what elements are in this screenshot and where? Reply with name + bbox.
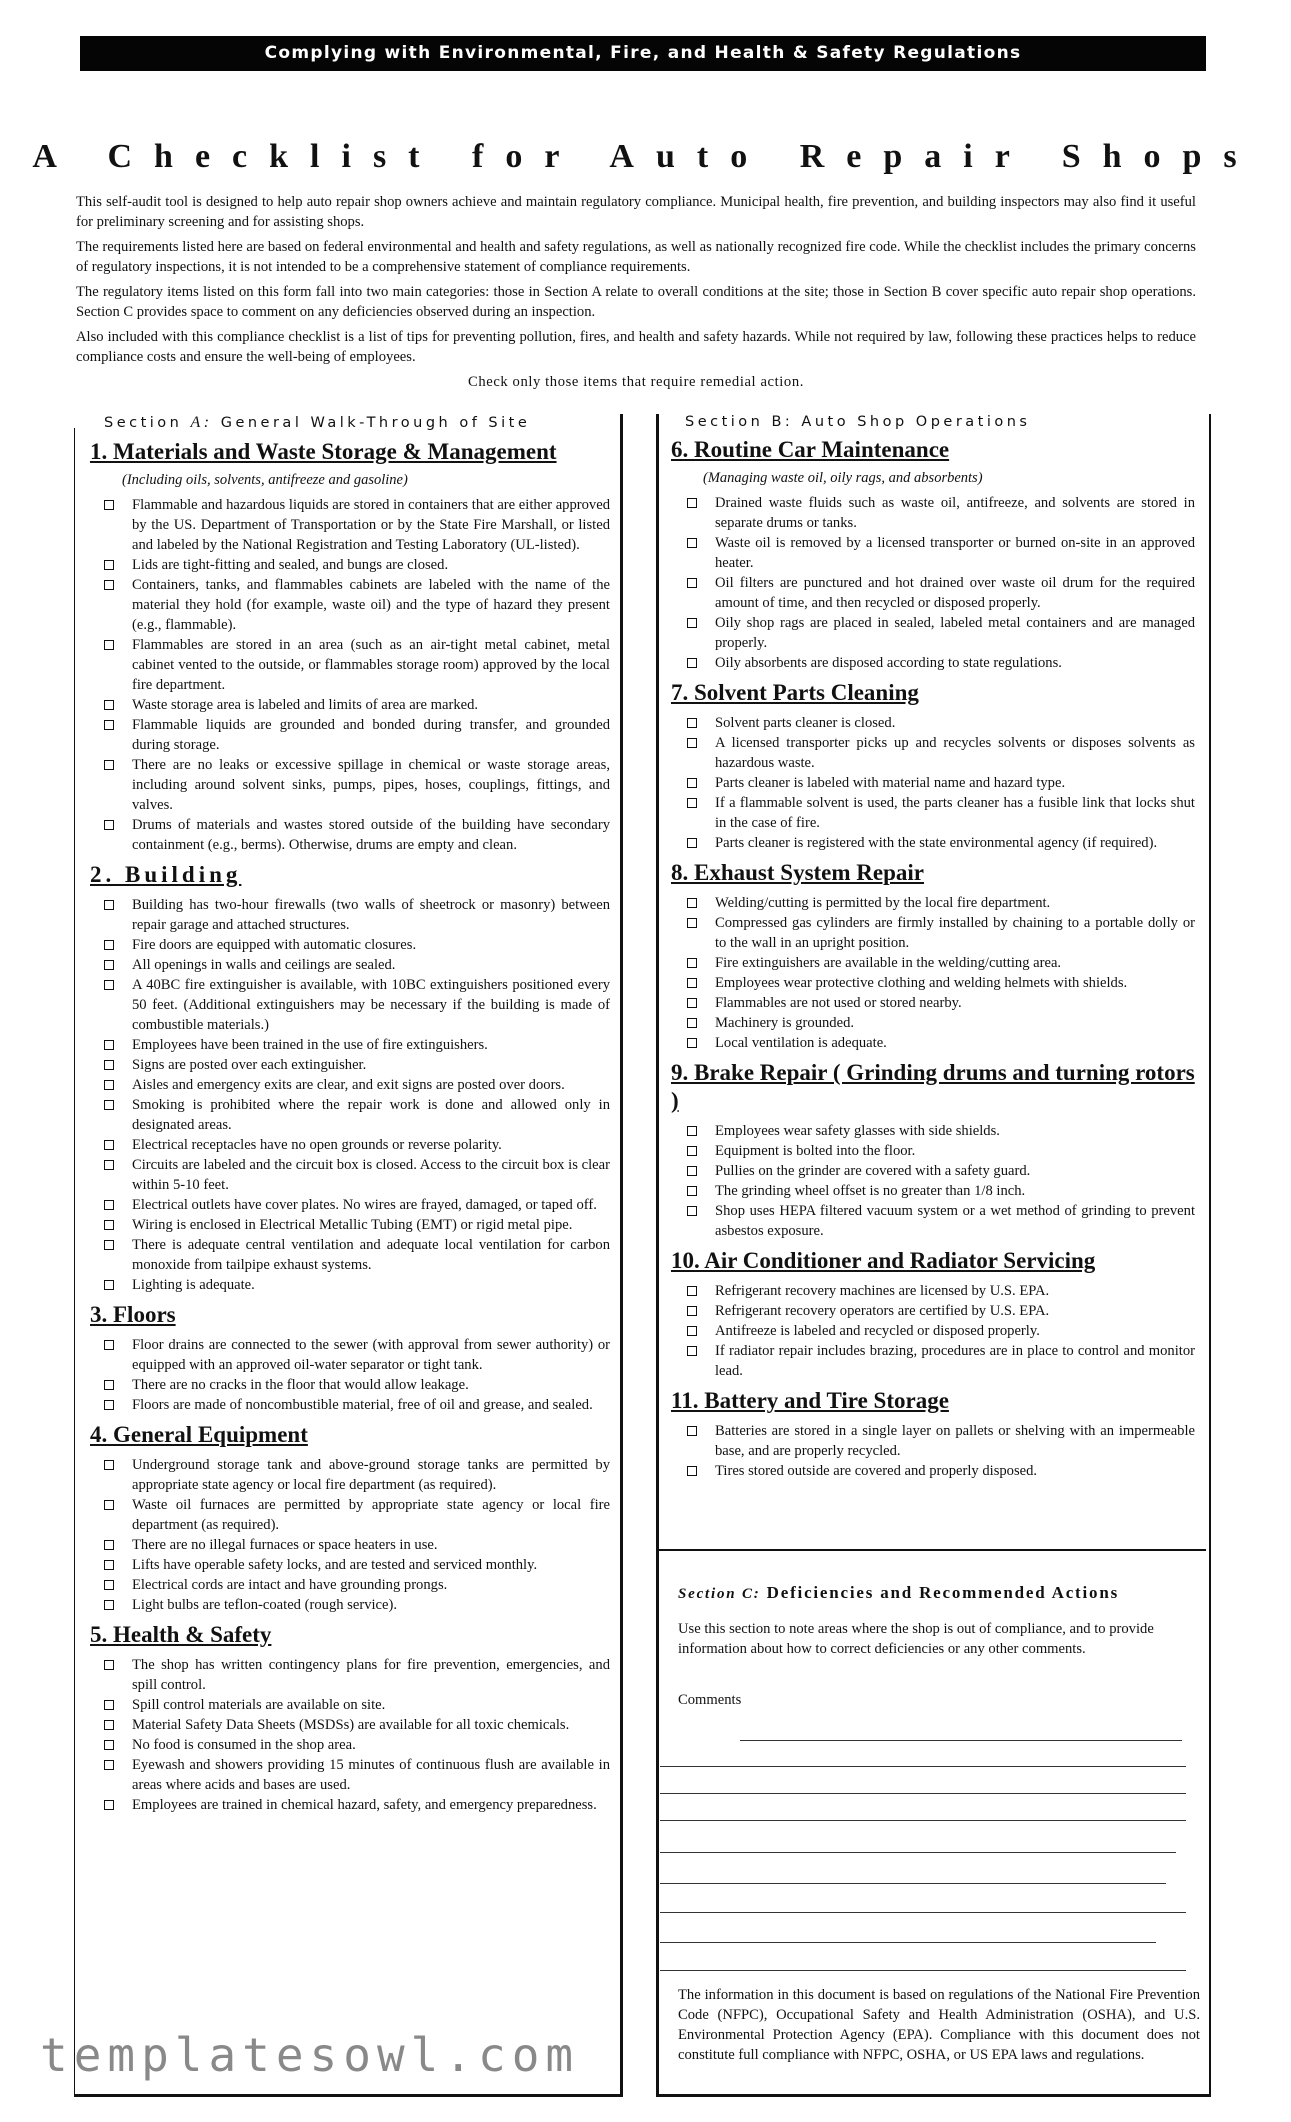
checklist-item-text: A 40BC fire extinguisher is available, with 10BC extinguishers positioned every 50 feet. (Additional extinguishers may be necessary if the building is made of combustible materials.) bbox=[132, 977, 610, 1033]
checkbox[interactable] bbox=[104, 1700, 114, 1710]
checkbox[interactable] bbox=[687, 618, 697, 628]
checklist-item-text: Solvent parts cleaner is closed. bbox=[715, 715, 896, 731]
checklist-item-text: Containers, tanks, and flammables cabinets are labeled with the name of the material they hold (for example, waste oil) and the type of hazard they present (e.g., flammable). bbox=[132, 577, 610, 633]
checklist-item-text: Oily absorbents are disposed according to state regulations. bbox=[715, 655, 1062, 671]
checklist-item bbox=[88, 1075, 610, 1095]
checkbox[interactable] bbox=[104, 1280, 114, 1290]
checkbox[interactable] bbox=[104, 960, 114, 970]
checkbox[interactable] bbox=[104, 760, 114, 770]
checkbox[interactable] bbox=[104, 1720, 114, 1730]
checklist-item-text: Oily shop rags are placed in sealed, labeled metal containers and are managed properly. bbox=[715, 615, 1195, 651]
checklist-item-text: Tires stored outside are covered and properly disposed. bbox=[715, 1463, 1038, 1479]
intro-paragraph: The requirements listed here are based on federal environmental and health and safety regulations, as well as nationally recognized fire code. While the checklist includes the primary concerns of regulatory inspections, it is not intended to be a comprehensive statement of compliance requirements. bbox=[76, 239, 1196, 275]
checkbox[interactable] bbox=[687, 1286, 697, 1296]
checklist-item-text: Employees have been trained in the use of fire extinguishers. bbox=[132, 1037, 488, 1053]
section-a-prefix: Section bbox=[104, 415, 183, 431]
checkbox[interactable] bbox=[687, 898, 697, 908]
checkbox[interactable] bbox=[687, 1466, 697, 1476]
comment-line[interactable] bbox=[660, 1942, 1156, 1943]
checklist-item bbox=[669, 653, 1195, 673]
checkbox[interactable] bbox=[104, 640, 114, 650]
checklist-item-text: Flammables are stored in an area (such as an air-tight metal cabinet, metal cabinet vented to the outside, or flammables storage room) approved by the local fire department. bbox=[132, 637, 610, 693]
checklist-item bbox=[669, 1301, 1195, 1321]
checklist-item-text: Eyewash and showers providing 15 minutes of continuous flush are available in areas where acids and bases are used. bbox=[132, 1757, 610, 1793]
section-a-letter: A: bbox=[190, 414, 213, 431]
checkbox[interactable] bbox=[104, 580, 114, 590]
checkbox[interactable] bbox=[104, 1220, 114, 1230]
section-b-column bbox=[656, 414, 1211, 2097]
checklist-item-text: Employees are trained in chemical hazard, safety, and emergency preparedness. bbox=[132, 1797, 597, 1813]
checklist-item-text: Equipment is bolted into the floor. bbox=[715, 1143, 916, 1159]
checklist-item-text: Lifts have operable safety locks, and are tested and serviced monthly. bbox=[132, 1557, 538, 1573]
checkbox[interactable] bbox=[687, 1166, 697, 1176]
comment-line[interactable] bbox=[660, 1793, 1186, 1794]
checklist-item bbox=[669, 613, 1195, 653]
checklist-item-text: Floor drains are connected to the sewer (with approval from sewer authority) or equipped with an approved oil-water separator or tight tank. bbox=[132, 1337, 610, 1373]
checklist-item bbox=[88, 1395, 610, 1415]
checklist-item-text: Employees wear protective clothing and welding helmets with shields. bbox=[715, 975, 1128, 991]
group-heading: 6. Routine Car Maintenance bbox=[671, 437, 950, 462]
checklist-item bbox=[88, 1035, 610, 1055]
section-b-label: Section B: Auto Shop Operations bbox=[685, 414, 1031, 430]
group-heading: 3. Floors bbox=[90, 1302, 176, 1327]
checklist-item-text: No food is consumed in the shop area. bbox=[132, 1737, 356, 1753]
checklist-item-text: Electrical cords are intact and have grounding prongs. bbox=[132, 1577, 448, 1593]
checklist-item bbox=[669, 833, 1195, 853]
footnote: The information in this document is based on regulations of the National Fire Prevention Code (NFPC), Occupational Safety and Health Administration (OSHA), and U.S. Environmental Protection Agency (EPA). Compliance with this document does not constitute full compliance with NFPC, OSHA, or US EPA laws and regulations. bbox=[678, 1987, 1200, 2063]
checklist-item-text: Smoking is prohibited where the repair work is done and allowed only in designated areas. bbox=[132, 1097, 610, 1133]
checklist-item bbox=[669, 1321, 1195, 1341]
checkbox[interactable] bbox=[104, 900, 114, 910]
checkbox[interactable] bbox=[104, 720, 114, 730]
checklist-item bbox=[88, 1715, 610, 1735]
checkbox[interactable] bbox=[687, 998, 697, 1008]
checkbox[interactable] bbox=[104, 700, 114, 710]
checklist-item-text: Drums of materials and wastes stored outside of the building have secondary containment (e.g., berms). Otherwise, drums are empty and clean. bbox=[132, 817, 610, 853]
checkbox[interactable] bbox=[104, 1380, 114, 1390]
checkbox[interactable] bbox=[687, 798, 697, 808]
comment-line[interactable] bbox=[660, 1820, 1186, 1821]
checklist-item-text: Circuits are labeled and the circuit box is closed. Access to the circuit box is clear within 5-10 feet. bbox=[132, 1157, 610, 1193]
checkbox[interactable] bbox=[687, 1146, 697, 1156]
checklist-item bbox=[88, 895, 610, 935]
checkbox[interactable] bbox=[104, 820, 114, 830]
checklist-item bbox=[669, 793, 1195, 833]
checklist-item bbox=[88, 1755, 610, 1795]
section-c-prefix: Section C: bbox=[678, 1586, 761, 1602]
checklist-item-text: There are no leaks or excessive spillage in chemical or waste storage areas, including around solvent sinks, pumps, pipes, hoses, couplings, fittings, and valves. bbox=[132, 757, 610, 813]
checklist-item bbox=[88, 1555, 610, 1575]
checklist-item bbox=[669, 1461, 1195, 1481]
checkbox[interactable] bbox=[104, 1340, 114, 1350]
checklist-item bbox=[669, 1341, 1195, 1381]
checklist-item-text: If a flammable solvent is used, the parts cleaner has a fusible link that locks shut in the case of fire. bbox=[715, 795, 1195, 831]
checklist-item-text: The shop has written contingency plans for fire prevention, emergencies, and spill control. bbox=[132, 1657, 610, 1693]
checklist-item bbox=[669, 1281, 1195, 1301]
checkbox[interactable] bbox=[104, 1560, 114, 1570]
checkbox[interactable] bbox=[104, 1240, 114, 1250]
checkbox[interactable] bbox=[104, 1100, 114, 1110]
checklist-item bbox=[669, 713, 1195, 733]
checklist-item bbox=[669, 573, 1195, 613]
checklist-item-text: Refrigerant recovery operators are certified by U.S. EPA. bbox=[715, 1303, 1050, 1319]
checkbox[interactable] bbox=[687, 978, 697, 988]
checklist-item-text: Fire doors are equipped with automatic closures. bbox=[132, 937, 417, 953]
checkbox[interactable] bbox=[104, 1660, 114, 1670]
checklist-item-text: Aisles and emergency exits are clear, and exit signs are posted over doors. bbox=[132, 1077, 565, 1093]
checklist-item-text: Antifreeze is labeled and recycled or disposed properly. bbox=[715, 1323, 1040, 1339]
checklist-item bbox=[88, 1335, 610, 1375]
checklist-item bbox=[88, 755, 610, 815]
checklist-item-text: Flammables are not used or stored nearby. bbox=[715, 995, 962, 1011]
checklist-item bbox=[669, 973, 1195, 993]
checklist-item bbox=[88, 935, 610, 955]
checklist-item-text: Refrigerant recovery machines are licensed by U.S. EPA. bbox=[715, 1283, 1050, 1299]
checkbox[interactable] bbox=[104, 1760, 114, 1770]
group-heading: 1. Materials and Waste Storage & Management bbox=[90, 439, 557, 464]
checklist-item bbox=[88, 815, 610, 855]
checklist-item bbox=[669, 993, 1195, 1013]
group-heading: 2. Building bbox=[90, 862, 242, 887]
checkbox[interactable] bbox=[687, 1346, 697, 1356]
group-heading: 4. General Equipment bbox=[90, 1422, 308, 1447]
checklist-item bbox=[88, 1195, 610, 1215]
checklist-item bbox=[88, 1495, 610, 1535]
checkbox[interactable] bbox=[104, 1580, 114, 1590]
checklist-item-text: Floors are made of noncombustible material, free of oil and grease, and sealed. bbox=[132, 1397, 593, 1413]
checklist-item bbox=[88, 975, 610, 1035]
checklist-item bbox=[88, 1655, 610, 1695]
checkbox[interactable] bbox=[104, 940, 114, 950]
checklist-item-text: Light bulbs are teflon-coated (rough service). bbox=[132, 1597, 398, 1613]
checklist-item-text: Waste oil furnaces are permitted by appropriate state agency or local fire department (as required). bbox=[132, 1497, 610, 1533]
instruction-text: Check only those items that require remedial action. bbox=[468, 374, 804, 390]
checklist-item-text: If radiator repair includes brazing, procedures are in place to control and monitor lead. bbox=[715, 1343, 1195, 1379]
checklist bbox=[669, 713, 1195, 853]
checkbox[interactable] bbox=[687, 1306, 697, 1316]
checklist bbox=[88, 895, 610, 1295]
checklist-item bbox=[669, 1181, 1195, 1201]
checklist-item-text: Underground storage tank and above-ground storage tanks are permitted by appropriate state agency or local fire department (as required). bbox=[132, 1457, 610, 1493]
group-heading: 11. Battery and Tire Storage bbox=[671, 1388, 949, 1413]
checklist-item bbox=[88, 695, 610, 715]
checklist-item bbox=[669, 1161, 1195, 1181]
checklist-item bbox=[669, 953, 1195, 973]
checklist-item-text: Flammable liquids are grounded and bonded during transfer, and grounded during storage. bbox=[132, 717, 610, 753]
checkbox[interactable] bbox=[104, 1080, 114, 1090]
checklist-item-text: Lighting is adequate. bbox=[132, 1277, 255, 1293]
group-heading: 10. Air Conditioner and Radiator Servicing bbox=[671, 1248, 1096, 1273]
checkbox[interactable] bbox=[687, 738, 697, 748]
checklist-item bbox=[669, 1201, 1195, 1241]
checklist bbox=[669, 1121, 1195, 1241]
checklist-item bbox=[88, 1455, 610, 1495]
checklist-item-text: The grinding wheel offset is no greater than 1/8 inch. bbox=[715, 1183, 1026, 1199]
checklist-item bbox=[88, 1215, 610, 1235]
group-heading: 8. Exhaust System Repair bbox=[671, 860, 925, 885]
checklist-item bbox=[88, 1055, 610, 1075]
intro-paragraph: The regulatory items listed on this form fall into two main categories: those in Section A relate to overall conditions at the site; those in Section B cover specific auto repair shop operations. Section C provides space to comment on any deficiencies observed during an inspection. bbox=[76, 284, 1196, 320]
checkbox[interactable] bbox=[104, 1200, 114, 1210]
checklist-item-text: Drained waste fluids such as waste oil, antifreeze, and solvents are stored in separate drums or tanks. bbox=[715, 495, 1195, 531]
checklist-item-text: Lids are tight-fitting and sealed, and bungs are closed. bbox=[132, 557, 449, 573]
checklist-item bbox=[88, 1795, 610, 1815]
checkbox[interactable] bbox=[104, 560, 114, 570]
checklist-item bbox=[669, 893, 1195, 913]
comment-line[interactable] bbox=[660, 1883, 1166, 1884]
checklist bbox=[88, 1655, 610, 1815]
header-banner: Complying with Environmental, Fire, and Health & Safety Regulations bbox=[80, 36, 1206, 71]
checkbox[interactable] bbox=[687, 838, 697, 848]
checklist bbox=[88, 1455, 610, 1615]
section-c-heading: Deficiencies and Recommended Actions bbox=[766, 1583, 1120, 1602]
checkbox[interactable] bbox=[687, 1038, 697, 1048]
section-a-label bbox=[104, 414, 610, 432]
checkbox[interactable] bbox=[104, 1540, 114, 1550]
comment-line[interactable] bbox=[660, 1970, 1186, 1971]
checklist-item bbox=[88, 1135, 610, 1155]
checklist-item-text: There are no cracks in the floor that would allow leakage. bbox=[132, 1377, 469, 1393]
comments-label: Comments bbox=[678, 1692, 742, 1708]
checklist-item-text: Waste storage area is labeled and limits of area are marked. bbox=[132, 697, 479, 713]
checklist-item-text: Pullies on the grinder are covered with a safety guard. bbox=[715, 1163, 1031, 1179]
checklist-item bbox=[88, 1155, 610, 1195]
checklist-item-text: Batteries are stored in a single layer on pallets or shelving with an impermeable base, and are properly recycled. bbox=[715, 1423, 1195, 1459]
section-c-description: Use this section to note areas where the shop is out of compliance, and to provide information about how to correct deficiencies or any other comments. bbox=[678, 1621, 1154, 1657]
comment-line[interactable] bbox=[660, 1766, 1186, 1767]
checklist-item bbox=[88, 575, 610, 635]
checklist-item bbox=[88, 715, 610, 755]
checklist-item bbox=[88, 1695, 610, 1715]
checklist bbox=[669, 1281, 1195, 1381]
checkbox[interactable] bbox=[104, 1060, 114, 1070]
intro-paragraph: This self-audit tool is designed to help auto repair shop owners achieve and maintain regulatory compliance. Municipal health, fire prevention, and building inspectors may also find it useful for preliminary screening and for assisting shops. bbox=[76, 194, 1196, 230]
checklist-item-text: Waste oil is removed by a licensed transporter or burned on-site in an approved heater. bbox=[715, 535, 1195, 571]
checklist-item-text: Signs are posted over each extinguisher. bbox=[132, 1057, 367, 1073]
checklist-item-text: Flammable and hazardous liquids are stored in containers that are either approved by the US. Department of Transportation or by the State Fire Marshall, or listed and labeled by the National Registration and Testing Laboratory (UL-listed). bbox=[132, 497, 610, 553]
checklist bbox=[669, 493, 1195, 673]
checklist-item bbox=[669, 493, 1195, 533]
checkbox[interactable] bbox=[687, 1018, 697, 1028]
checkbox[interactable] bbox=[687, 1326, 697, 1336]
checkbox[interactable] bbox=[104, 1400, 114, 1410]
group-subheading: (Managing waste oil, oily rags, and absorbents) bbox=[703, 470, 983, 486]
checklist bbox=[88, 495, 610, 855]
checklist-item bbox=[669, 533, 1195, 573]
checklist-item bbox=[669, 913, 1195, 953]
checklist-item-text: There are no illegal furnaces or space heaters in use. bbox=[132, 1537, 438, 1553]
checklist-item-text: Compressed gas cylinders are firmly installed by chaining to a portable dolly or to the wall in an upright position. bbox=[715, 915, 1195, 951]
checklist-item-text: Local ventilation is adequate. bbox=[715, 1035, 887, 1051]
checklist-item bbox=[88, 1535, 610, 1555]
checklist-item-text: A licensed transporter picks up and recycles solvents or disposes solvents as hazardous waste. bbox=[715, 735, 1195, 771]
group-heading: 7. Solvent Parts Cleaning bbox=[671, 680, 919, 705]
checklist-item-text: Spill control materials are available on site. bbox=[132, 1697, 386, 1713]
checklist-item bbox=[669, 1421, 1195, 1461]
checklist-item-text: Electrical receptacles have no open grounds or reverse polarity. bbox=[132, 1137, 502, 1153]
checklist-item-text: Parts cleaner is registered with the state environmental agency (if required). bbox=[715, 835, 1158, 851]
checklist-item-text: Wiring is enclosed in Electrical Metallic Tubing (EMT) or rigid metal pipe. bbox=[132, 1217, 573, 1233]
checkbox[interactable] bbox=[687, 718, 697, 728]
checklist bbox=[88, 1335, 610, 1415]
group-heading: 9. Brake Repair ( Grinding drums and turning rotors ) bbox=[671, 1060, 1195, 1113]
checklist-item bbox=[88, 635, 610, 695]
group-subheading: (Including oils, solvents, antifreeze and gasoline) bbox=[122, 472, 408, 488]
page-title: A Checklist for Auto Repair Shops bbox=[32, 138, 1259, 175]
checklist-item bbox=[88, 1575, 610, 1595]
checklist bbox=[669, 893, 1195, 1053]
checklist-item bbox=[88, 495, 610, 555]
checkbox[interactable] bbox=[687, 658, 697, 668]
checklist-item-text: Building has two-hour firewalls (two walls of sheetrock or masonry) between repair garage and attached structures. bbox=[132, 897, 610, 933]
checkbox[interactable] bbox=[104, 1040, 114, 1050]
checklist-item bbox=[88, 1235, 610, 1275]
comment-line[interactable] bbox=[660, 1852, 1176, 1853]
checklist-item bbox=[669, 1141, 1195, 1161]
checkbox[interactable] bbox=[687, 778, 697, 788]
checklist-item bbox=[88, 1375, 610, 1395]
group-heading: 5. Health & Safety bbox=[90, 1622, 272, 1647]
checkbox[interactable] bbox=[687, 1186, 697, 1196]
checklist-item-text: Material Safety Data Sheets (MSDSs) are available for all toxic chemicals. bbox=[132, 1717, 570, 1733]
checkbox[interactable] bbox=[104, 1460, 114, 1470]
checklist-item-text: Employees wear safety glasses with side shields. bbox=[715, 1123, 1000, 1139]
checkbox[interactable] bbox=[687, 1426, 697, 1436]
checkbox[interactable] bbox=[687, 498, 697, 508]
checklist-item bbox=[88, 1595, 610, 1615]
checklist-item bbox=[669, 1013, 1195, 1033]
checklist bbox=[669, 1421, 1195, 1481]
checklist-item bbox=[669, 733, 1195, 773]
checkbox[interactable] bbox=[104, 1800, 114, 1810]
checkbox[interactable] bbox=[104, 1600, 114, 1610]
comment-line[interactable] bbox=[660, 1912, 1186, 1913]
checklist-item-text: Machinery is grounded. bbox=[715, 1015, 855, 1031]
checkbox[interactable] bbox=[687, 958, 697, 968]
checklist-item bbox=[669, 1121, 1195, 1141]
section-c-divider bbox=[656, 1549, 1206, 1553]
watermark-text: templatesowl.com bbox=[40, 2028, 580, 2082]
checklist-item bbox=[669, 1033, 1195, 1053]
checklist-item-text: Parts cleaner is labeled with material name and hazard type. bbox=[715, 775, 1066, 791]
checklist-item-text: All openings in walls and ceilings are sealed. bbox=[132, 957, 396, 973]
checklist-item-text: Oil filters are punctured and hot drained over waste oil drum for the required amount of time, and then recycled or disposed properly. bbox=[715, 575, 1195, 611]
checkbox[interactable] bbox=[104, 1160, 114, 1170]
section-c-title bbox=[678, 1583, 1119, 1603]
checkbox[interactable] bbox=[687, 578, 697, 588]
checklist-item bbox=[88, 1275, 610, 1295]
intro-paragraph: Also included with this compliance checklist is a list of tips for preventing pollution, fires, and health and safety hazards. While not required by law, following these practices helps to reduce compliance costs and ensure the well-being of employees. bbox=[76, 329, 1196, 365]
checkbox[interactable] bbox=[687, 1126, 697, 1136]
checklist-item bbox=[88, 955, 610, 975]
checklist-item bbox=[88, 1095, 610, 1135]
checklist-item-text: Electrical outlets have cover plates. No wires are frayed, damaged, or taped off. bbox=[132, 1197, 597, 1213]
section-a-column bbox=[74, 414, 623, 2097]
checkbox[interactable] bbox=[687, 918, 697, 928]
checkbox[interactable] bbox=[104, 1740, 114, 1750]
checklist-item-text: Shop uses HEPA filtered vacuum system or a wet method of grinding to prevent asbestos exposure. bbox=[715, 1203, 1195, 1239]
checklist-item bbox=[669, 773, 1195, 793]
checklist-item-text: Welding/cutting is permitted by the local fire department. bbox=[715, 895, 1051, 911]
checklist-item-text: There is adequate central ventilation and adequate local ventilation for carbon monoxide from tailpipe exhaust systems. bbox=[132, 1237, 610, 1273]
checkbox[interactable] bbox=[104, 980, 114, 990]
checkbox[interactable] bbox=[687, 1206, 697, 1216]
checkbox[interactable] bbox=[687, 538, 697, 548]
intro-text bbox=[76, 193, 1196, 399]
checklist-item-text: Fire extinguishers are available in the welding/cutting area. bbox=[715, 955, 1062, 971]
comment-line[interactable] bbox=[740, 1740, 1182, 1741]
checkbox[interactable] bbox=[104, 500, 114, 510]
section-a-title: General Walk-Through of Site bbox=[220, 415, 531, 431]
checkbox[interactable] bbox=[104, 1140, 114, 1150]
checkbox[interactable] bbox=[104, 1500, 114, 1510]
checklist-item bbox=[88, 1735, 610, 1755]
checklist-item bbox=[88, 555, 610, 575]
